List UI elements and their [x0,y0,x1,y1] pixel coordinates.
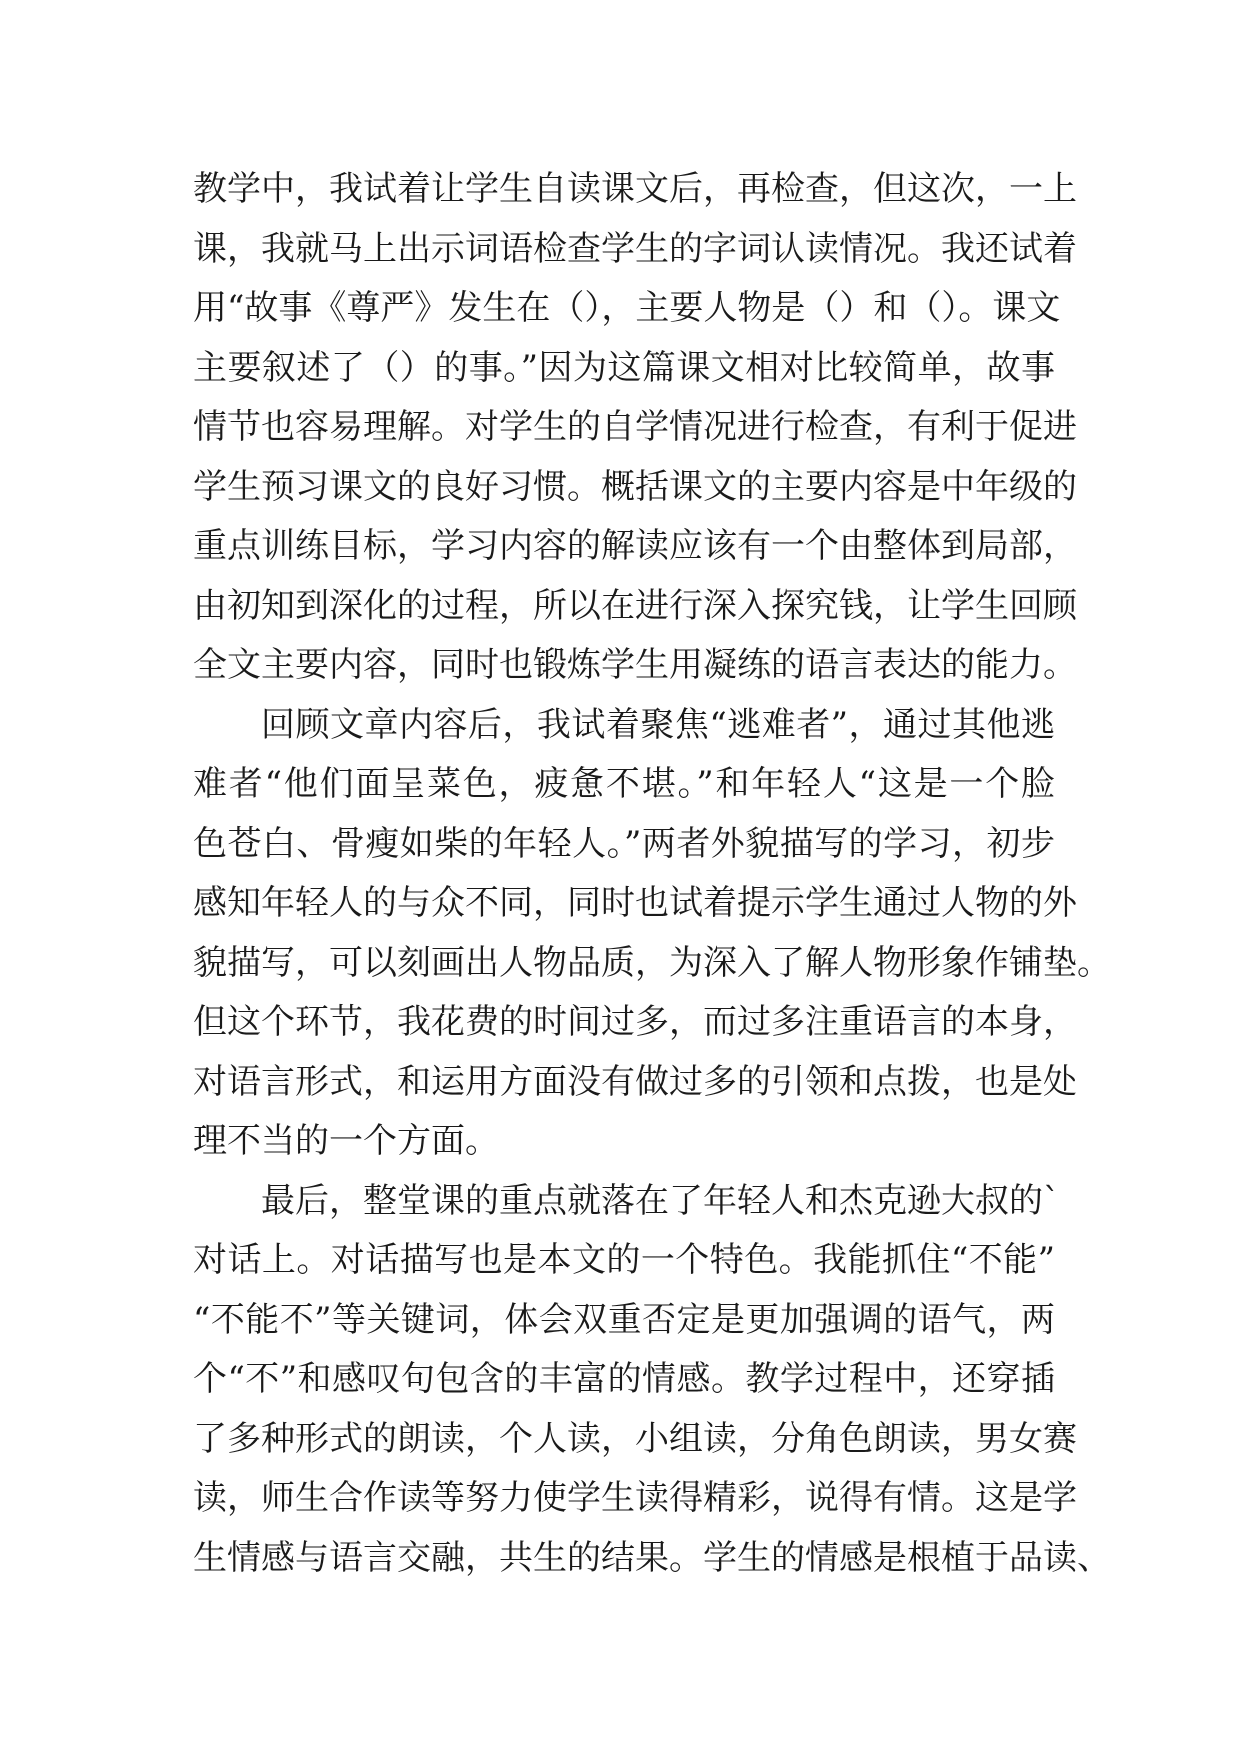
text-line: 学生预习课文的良好习惯。概括课文的主要内容是中年级的 [193,466,1077,507]
text-line: 回顾文章内容后，我试着聚焦“逃难者”，通过其他逃 [261,704,1055,745]
text-line: 个“不”和感叹句包含的丰富的情感。教学过程中，还穿插 [193,1359,1055,1399]
paragraph-2 [193,696,1111,1172]
text-line: 主要叙述了（）的事。”因为这篇课文相对比较简单，故事 [193,347,1055,388]
text-line: 用“故事《尊严》发生在（），主要人物是（）和（）。课文 [193,288,1061,328]
text-line: 教学中，我试着让学生自读课文后，再检查，但这次，一上 [193,169,1077,209]
text-line: 情节也容易理解。对学生的自学情况进行检查，有利于促进 [193,407,1077,447]
text-line: 生情感与语言交融，共生的结果。学生的情感是根植于品读、 [193,1537,1111,1578]
text-line: “不能不”等关键词，体会双重否定是更加强调的语气，两 [193,1299,1055,1340]
text-line: 貌描写，可以刻画出人物品质，为深入了解人物形象作铺垫。 [193,942,1111,983]
text-line: 理不当的一个方面。 [193,1121,499,1161]
paragraph-1 [193,160,1077,696]
text-line: 全文主要内容，同时也锻炼学生用凝练的语言表达的能力。 [193,645,1077,685]
body-text [193,160,1111,1588]
text-line: 最后，整堂课的重点就落在了年轻人和杰克逊大叔的` [261,1180,1060,1221]
text-line: 了多种形式的朗读，个人读，小组读，分角色朗读，男女赛 [193,1418,1077,1459]
text-line: 难者“他们面呈菜色，疲惫不堪。”和年轻人“这是一个脸 [193,764,1055,804]
text-line: 但这个环节，我花费的时间过多，而过多注重语言的本身， [193,1002,1077,1042]
text-line: 由初知到深化的过程，所以在进行深入探究钱，让学生回顾 [193,585,1077,626]
text-line: 对话上。对话描写也是本文的一个特色。我能抓住“不能” [193,1240,1055,1280]
text-line: 色苍白、骨瘦如柴的年轻人。”两者外貌描写的学习，初步 [193,823,1055,864]
text-line: 读，师生合作读等努力使学生读得精彩，说得有情。这是学 [193,1478,1077,1518]
text-line: 感知年轻人的与众不同，同时也试着提示学生通过人物的外 [193,883,1077,923]
text-line: 重点训练目标，学习内容的解读应该有一个由整体到局部， [193,526,1077,566]
text-line: 对语言形式，和运用方面没有做过多的引领和点拨，也是处 [193,1061,1077,1102]
paragraph-3 [193,1172,1111,1589]
text-line: 课，我就马上出示词语检查学生的字词认读情况。我还试着 [193,228,1077,269]
